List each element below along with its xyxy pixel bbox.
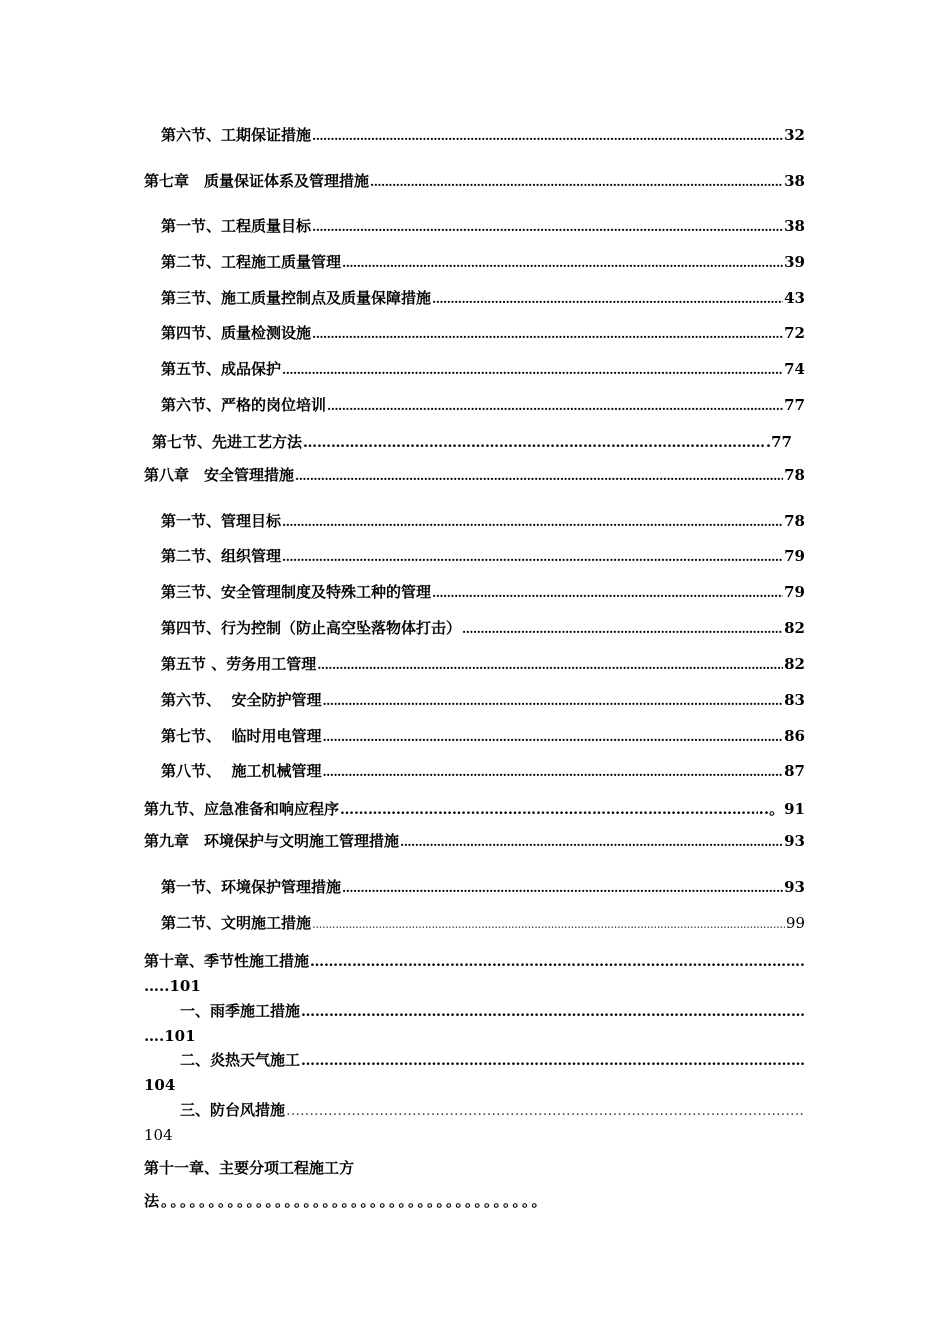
toc-page-number: 79 — [784, 547, 805, 565]
toc-entry[interactable] — [161, 125, 805, 146]
toc-leader — [312, 217, 783, 237]
toc-entry[interactable] — [161, 252, 805, 273]
toc-chapter-entry[interactable] — [144, 951, 805, 972]
toc-leader — [342, 253, 783, 273]
toc-label: 第三节、施工质量控制点及质量保障措施 — [161, 289, 432, 307]
toc-leader — [301, 1002, 804, 1022]
toc-wrapped-page-number: 104 — [144, 1076, 176, 1094]
toc-label: 第七节、 临时用电管理 — [161, 727, 322, 745]
toc-page-number: 83 — [784, 691, 805, 709]
toc-leader — [282, 512, 783, 532]
toc-entry[interactable] — [161, 690, 805, 711]
toc-label: 第三节、安全管理制度及特殊工种的管理 — [161, 583, 432, 601]
toc-label: 第一节、工程质量目标 — [161, 217, 312, 235]
toc-leader — [317, 655, 783, 675]
toc-leader — [301, 1051, 804, 1071]
toc-page-number: 82 — [784, 619, 805, 637]
toc-page-number: 79 — [784, 583, 805, 601]
toc-page-number: 87 — [784, 762, 805, 780]
toc-entry[interactable] — [161, 877, 805, 898]
toc-leader — [400, 832, 783, 852]
toc-leader — [342, 878, 783, 898]
toc-entry[interactable] — [161, 546, 805, 567]
toc-entry[interactable] — [180, 1001, 805, 1022]
toc-entry[interactable] — [161, 395, 805, 416]
toc-chapter-entry[interactable] — [144, 171, 805, 192]
toc-label: 第一节、管理目标 — [161, 512, 282, 530]
toc-label: 第七章 质量保证体系及管理措施 — [144, 172, 370, 190]
toc-label: 第八章 安全管理措施 — [144, 466, 295, 484]
toc-leader — [327, 396, 783, 416]
toc-wrapped-page-number: ….101 — [144, 1027, 196, 1045]
toc-page-number: 38 — [784, 217, 805, 235]
toc-label: 第二节、工程施工质量管理 — [161, 253, 342, 271]
toc-label: 一、雨季施工措施 — [180, 1002, 301, 1020]
toc-page-number: ..。91 — [758, 800, 805, 818]
toc-label: 第五节 、劳务用工管理 — [161, 655, 317, 673]
toc-page-number: 86 — [784, 727, 805, 745]
toc-leader — [322, 762, 783, 782]
toc-entry[interactable] — [161, 761, 805, 782]
toc-wrapped-leader: 法。。。。。。。。。。。。。。。。。。。。。。。。。。。。。。。。。。。。。。。。 — [144, 1192, 549, 1210]
toc-entry[interactable] — [161, 654, 805, 675]
toc-entry[interactable] — [161, 359, 805, 380]
toc-leader — [312, 914, 785, 934]
toc-label: 第一节、环境保护管理措施 — [161, 878, 342, 896]
toc-entry[interactable] — [161, 582, 805, 603]
toc-page-number: 82 — [784, 655, 805, 673]
toc-entry[interactable] — [161, 323, 805, 344]
toc-leader — [322, 691, 783, 711]
toc-page-number: 43 — [784, 289, 805, 307]
toc-label: 第四节、质量检测设施 — [161, 324, 312, 342]
toc-entry[interactable] — [161, 726, 805, 747]
toc-page-number: 78 — [784, 466, 805, 484]
toc-page-number: 74 — [784, 360, 805, 378]
toc-label: 第六节、工期保证措施 — [161, 126, 312, 144]
toc-label: 第九节、应急准备和响应程序 — [144, 800, 340, 818]
toc-label: 第四节、行为控制（防止高空坠落物体打击） — [161, 619, 462, 637]
toc-leader — [303, 433, 765, 453]
toc-page-number: 39 — [784, 253, 805, 271]
toc-label: 第九章 环境保护与文明施工管理措施 — [144, 832, 400, 850]
toc-entry[interactable] — [161, 511, 805, 532]
toc-entry[interactable] — [161, 288, 805, 309]
toc-entry[interactable] — [161, 618, 805, 639]
toc-page-number: .77 — [765, 433, 792, 451]
toc-entry[interactable] — [180, 1050, 805, 1071]
toc-page-number: 93 — [784, 878, 805, 896]
toc-label: 第五节、成品保护 — [161, 360, 282, 378]
toc-leader — [310, 952, 804, 972]
toc-chapter-label[interactable]: 第十一章、主要分项工程施工方 — [144, 1159, 355, 1177]
toc-leader — [322, 727, 783, 747]
toc-leader — [432, 289, 783, 309]
toc-wrapped-page-number: …..101 — [144, 977, 201, 995]
toc-leader — [432, 583, 783, 603]
toc-label: 第八节、 施工机械管理 — [161, 762, 322, 780]
toc-page-number: 32 — [784, 126, 805, 144]
toc-leader — [282, 360, 783, 380]
toc-label: 第六节、严格的岗位培训 — [161, 396, 327, 414]
toc-chapter-entry[interactable] — [144, 831, 805, 852]
toc-label: 第六节、 安全防护管理 — [161, 691, 322, 709]
toc-leader — [462, 619, 783, 639]
toc-label: 第二节、组织管理 — [161, 547, 282, 565]
toc-entry[interactable] — [144, 799, 805, 820]
toc-page-number: 72 — [784, 324, 805, 342]
toc-entry[interactable] — [161, 913, 805, 934]
toc-page-number: 38 — [784, 172, 805, 190]
toc-chapter-entry[interactable] — [144, 465, 805, 486]
toc-leader — [295, 466, 783, 486]
toc-wrapped-page-number: 104 — [144, 1126, 173, 1144]
toc-entry[interactable] — [161, 216, 805, 237]
toc-label: 第二节、文明施工措施 — [161, 914, 312, 932]
toc-label: 第七节、先进工艺方法 — [152, 433, 303, 451]
toc-page-number: 99 — [785, 914, 805, 932]
toc-label: 第十章、季节性施工措施 — [144, 952, 310, 970]
toc-label: 三、防台风措施 — [180, 1101, 286, 1119]
toc-leader — [340, 800, 758, 820]
toc-page-number: 78 — [784, 512, 805, 530]
toc-leader — [370, 172, 783, 192]
toc-leader — [282, 547, 783, 567]
toc-entry[interactable] — [180, 1100, 805, 1121]
toc-leader — [312, 324, 783, 344]
toc-entry[interactable] — [152, 432, 792, 453]
toc-page-number: 93 — [784, 832, 805, 850]
toc-leader — [312, 126, 783, 146]
toc-leader — [286, 1101, 804, 1121]
toc-page-number: 77 — [784, 396, 805, 414]
toc-label: 二、炎热天气施工 — [180, 1051, 301, 1069]
